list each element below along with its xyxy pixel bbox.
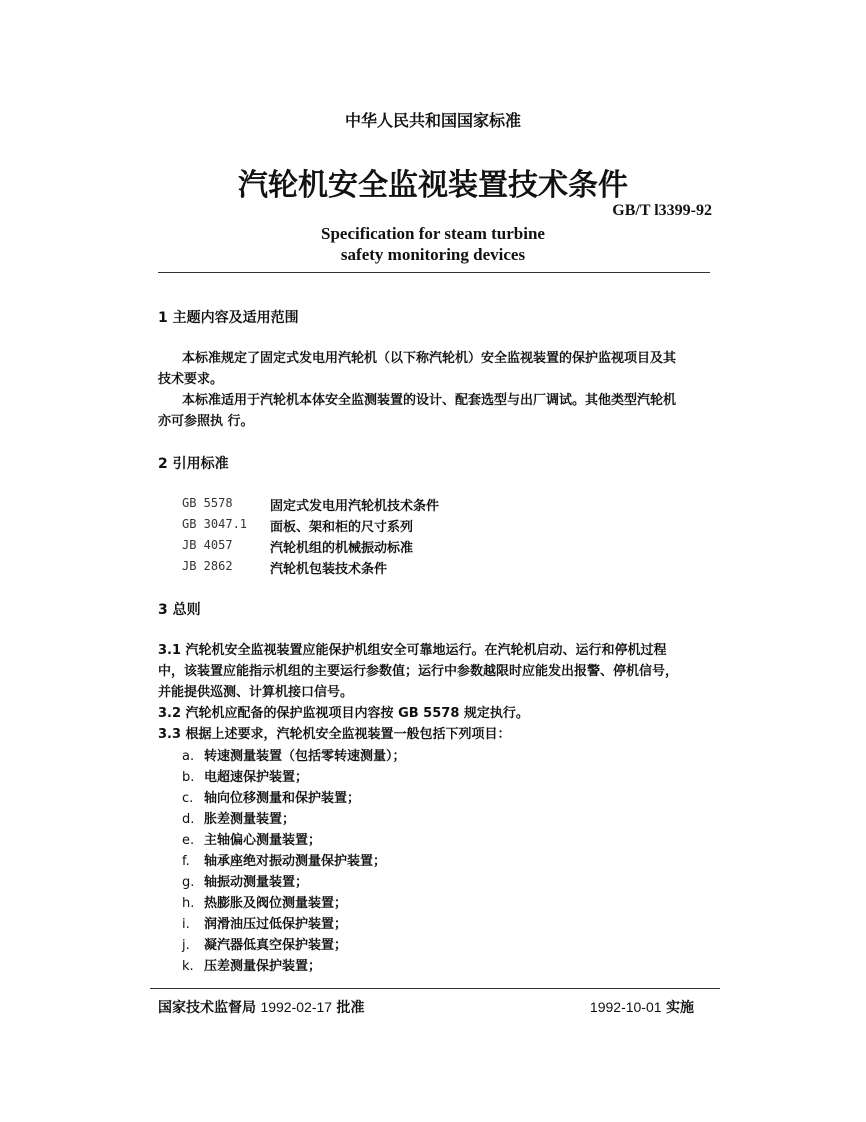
list-item-text: 热膨胀及阀位测量装置； [204, 896, 348, 911]
section-1-heading: 1 主题内容及适用范围 [158, 310, 299, 326]
clause-3-2: 3.2 汽轮机应配备的保护监视项目内容按 GB 5578 规定执行。 [158, 706, 529, 721]
reference-title: 汽轮机组的机械振动标准 [270, 541, 414, 556]
clause-3-1-cont: 并能提供巡测、计算机接口信号。 [158, 685, 354, 700]
footer-divider [150, 988, 720, 989]
list-item-text: 主轴偏心测量装置； [204, 833, 322, 848]
list-item [182, 892, 347, 911]
list-item-letter: g. [182, 875, 195, 890]
list-item-letter: b. [182, 770, 195, 785]
list-item-text: 凝汽器低真空保护装置； [204, 938, 348, 953]
header-divider [158, 272, 710, 273]
approval-date: 1992-02-17 [260, 999, 333, 1015]
list-item-text: 电超速保护装置； [204, 770, 309, 785]
approval-label: 批准 [336, 1000, 365, 1016]
list-item [182, 913, 347, 932]
list-item [182, 955, 321, 974]
english-title-line2: safety monitoring devices [340, 245, 526, 264]
list-item-text: 胀差测量装置； [204, 812, 296, 827]
reference-title: 固定式发电用汽轮机技术条件 [270, 499, 440, 514]
list-item-letter: e. [182, 833, 195, 848]
reference-code: GB 3047.1 [182, 517, 248, 531]
national-standard-label: 中华人民共和国国家标准 [344, 111, 521, 130]
list-item-letter: f. [182, 854, 190, 869]
list-item [182, 808, 295, 827]
section-1-paragraph-2: 本标准适用于汽轮机本体安全监测装置的设计、配套选型与出厂调试。其他类型汽轮机 [182, 393, 677, 408]
reference-code: JB 2862 [182, 559, 233, 573]
section-3-heading: 3 总则 [158, 602, 201, 618]
list-item [182, 829, 321, 848]
reference-title: 汽轮机包装技术条件 [270, 562, 388, 577]
list-item-text: 转速测量装置（包括零转速测量）； [204, 749, 406, 764]
list-item [182, 745, 406, 764]
list-item [182, 787, 360, 806]
approving-authority: 国家技术监督局 [158, 1000, 256, 1016]
effective-line [590, 997, 694, 1017]
section-2-heading: 2 引用标准 [158, 456, 229, 472]
section-1-paragraph-2-cont: 亦可参照执 行。 [158, 414, 254, 429]
list-item-text: 轴向位移测量和保护装置； [204, 791, 361, 806]
section-1-paragraph-1-cont: 技术要求。 [158, 372, 224, 387]
list-item-letter: k. [182, 959, 194, 974]
list-item-letter: i. [182, 917, 190, 932]
reference-code: JB 4057 [182, 538, 233, 552]
clause-3-1: 3.1 汽轮机安全监视装置应能保护机组安全可靠地运行。在汽轮机启动、运行和停机过程 [158, 643, 667, 658]
list-item [182, 934, 347, 953]
list-item-letter: c. [182, 791, 194, 806]
list-item-letter: d. [182, 812, 195, 827]
list-item-text: 轴振动测量装置； [204, 875, 309, 890]
list-item-letter: a. [182, 749, 195, 764]
approval-line [158, 997, 365, 1017]
list-item-text: 轴承座绝对振动测量保护装置； [204, 854, 387, 869]
section-1-paragraph-1: 本标准规定了固定式发电用汽轮机（以下称汽轮机）安全监视装置的保护监视项目及其 [182, 351, 677, 366]
list-item [182, 871, 308, 890]
english-title-line1: Specification for steam turbine [321, 224, 545, 243]
standard-code: GB/T l3399-92 [612, 202, 712, 219]
clause-3-3: 3.3 根据上述要求，汽轮机安全监视装置一般包括下列项目： [158, 727, 511, 742]
effective-label: 实施 [666, 1000, 694, 1016]
reference-title: 面板、架和柜的尺寸系列 [270, 520, 414, 535]
document-title: 汽轮机安全监视装置技术条件 [238, 168, 628, 203]
list-item-text: 压差测量保护装置； [204, 959, 322, 974]
list-item [182, 850, 386, 869]
list-item-letter: h. [182, 896, 195, 911]
list-item [182, 766, 308, 785]
effective-date: 1992-10-01 [589, 999, 662, 1015]
list-item-letter: j. [182, 938, 190, 953]
list-item-text: 润滑油压过低保护装置； [204, 917, 348, 932]
reference-code: GB 5578 [182, 496, 233, 510]
clause-3-1-cont: 中，该装置应能指示机组的主要运行参数值；运行中参数越限时应能发出报警、停机信号， [158, 664, 679, 679]
